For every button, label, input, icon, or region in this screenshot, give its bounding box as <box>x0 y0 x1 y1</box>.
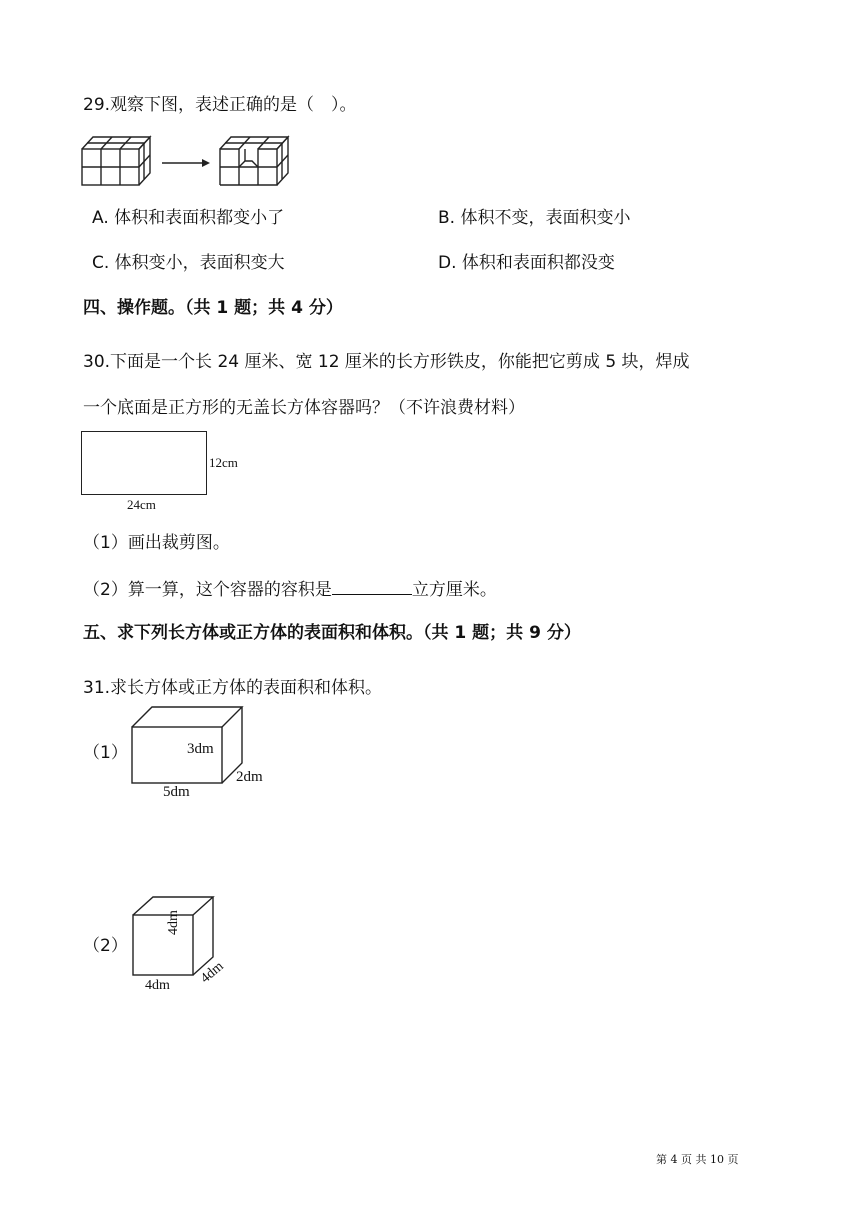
q30-part1: （1）画出裁剪图。 <box>83 533 230 553</box>
q30-height-label: 12cm <box>209 455 238 470</box>
q31-part2-label: （2） <box>83 936 128 956</box>
q31-part2-depth-label: 4dm <box>198 959 227 987</box>
q30-part2 <box>83 576 497 602</box>
q30-answer-blank[interactable] <box>332 576 412 595</box>
q30-stem-line2: 一个底面是正方形的无盖长方体容器吗？（不许浪费材料） <box>83 398 525 418</box>
q29-option-b[interactable]: B. 体积不变，表面积变小 <box>438 208 631 228</box>
section4-heading: 四、操作题。（共 1 题；共 4 分） <box>83 298 343 318</box>
q30-width-label: 24cm <box>127 497 156 512</box>
q31-part2-length-label: 4dm <box>145 978 170 993</box>
q30-stem-line1: 30.下面是一个长 24 厘米、宽 12 厘米的长方形铁皮，你能把它剪成 5 块，焊成 <box>83 352 690 372</box>
q31-part1-depth-label: 2dm <box>236 769 263 785</box>
q31-stem: 31.求长方体或正方体的表面积和体积。 <box>83 678 383 698</box>
q29-option-c[interactable]: C. 体积变小，表面积变大 <box>92 253 285 273</box>
page-footer: 第 4 页 共 10 页 <box>656 1153 739 1166</box>
q31-part1-height-label: 3dm <box>187 741 214 757</box>
q30-part2-prefix: （2）算一算，这个容器的容积是 <box>83 580 332 600</box>
q29-cube-figure <box>80 133 290 187</box>
q29-option-a[interactable]: A. 体积和表面积都变小了 <box>92 208 285 228</box>
q31-part1-length-label: 5dm <box>163 784 190 800</box>
q30-rectangle-figure <box>81 431 207 495</box>
q30-part2-suffix: 立方厘米。 <box>411 580 497 600</box>
q31-part1-label: （1） <box>83 743 128 763</box>
q31-part2-height-label: 4dm <box>166 910 181 935</box>
q29-stem: 29.观察下图，表述正确的是（ ）。 <box>83 95 357 115</box>
section5-heading: 五、求下列长方体或正方体的表面积和体积。（共 1 题；共 9 分） <box>83 623 581 643</box>
q29-option-d[interactable]: D. 体积和表面积都没变 <box>438 253 615 273</box>
